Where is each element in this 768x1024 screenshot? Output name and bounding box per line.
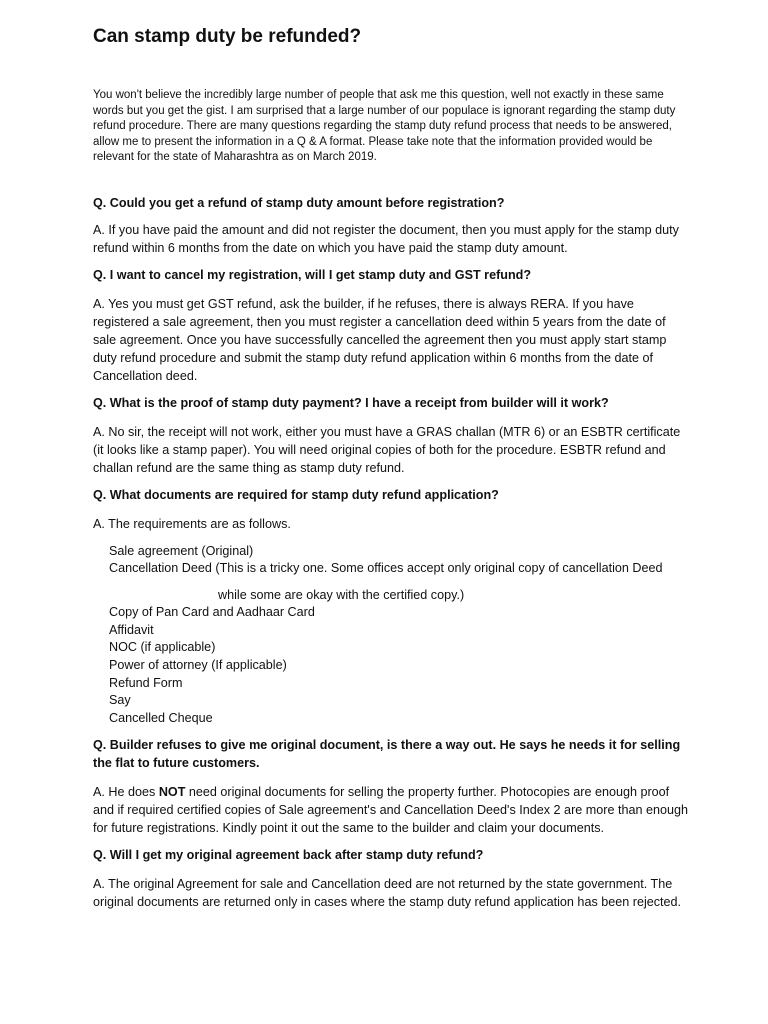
list-item: Copy of Pan Card and Aadhaar Card [109, 605, 315, 620]
answer-5-prefix: A. He does [93, 785, 159, 800]
answer-1: A. If you have paid the amount and did not register the document, then you must apply for the stamp duty refund within 6 months from the date on which you have paid the stamp duty amount. [93, 222, 679, 255]
answer-5-suffix: need original documents for selling the property further. Photocopies are enough proof and if required certified copies of Sale agreement's and Cancellation Deed's Index 2 are more than enough for future registrations. Kindly point it out the same to the builder and claim your documents. [93, 785, 688, 836]
list-item: NOC (if applicable) [109, 640, 216, 655]
question-4: Q. What documents are required for stamp duty refund application? [93, 487, 499, 502]
answer-5 [93, 783, 692, 837]
question-2: Q. I want to cancel my registration, will I get stamp duty and GST refund? [93, 267, 532, 282]
answer-5-emphasis: NOT [158, 785, 186, 800]
list-item: Affidavit [109, 622, 154, 637]
list-item-continuation: while some are okay with the certified copy.) [218, 587, 465, 602]
intro-paragraph: You won't believe the incredibly large number of people that ask me this question, well not exactly in these same words but you get the gist. I am surprised that a large number of our populace is ignorant regarding the stamp duty refund procedure. There are many questions regarding the stamp duty refund process that needs to be answered, allow me to present the information in a Q & A format. Please take note that the information provided would be relevant for the state of Maharashtra as on March 2019. [93, 89, 676, 163]
list-item: Cancellation Deed (This is a tricky one. Some offices accept only original copy of cancellation Deed [109, 561, 663, 576]
answer-2: A. Yes you must get GST refund, ask the builder, if he refuses, there is always RERA. If you have registered a sale agreement, then you must register a cancellation deed within 5 years from the date of sale agreement. Once you have successfully cancelled the agreement then you must apply start stamp duty refund procedure and submit the stamp duty refund application within 6 months from the date of Cancellation deed. [93, 296, 667, 383]
question-6: Q. Will I get my original agreement back after stamp duty refund? [93, 848, 484, 863]
page-title: Can stamp duty be refunded? [93, 26, 362, 47]
list-item: Power of attorney (If applicable) [109, 658, 287, 673]
answer-6: A. The original Agreement for sale and Cancellation deed are not returned by the state government. The original documents are returned only in cases where the stamp duty refund application has been rejected. [93, 877, 682, 910]
qa-section [93, 194, 692, 912]
answer-3: A. No sir, the receipt will not work, either you must have a GRAS challan (MTR 6) or an ESBTR certificate (it looks like a stamp paper). You will need original copies of both for the procedure. ESBTR refund and challan refund are the same thing as stamp duty refund. [93, 424, 681, 475]
list-item: Sale agreement (Original) [109, 543, 254, 558]
requirements-list [109, 543, 692, 728]
list-item: Refund Form [109, 675, 183, 690]
question-1: Q. Could you get a refund of stamp duty amount before registration? [93, 195, 505, 210]
list-item: Cancelled Cheque [109, 710, 213, 725]
list-item: Say [109, 693, 131, 708]
question-3: Q. What is the proof of stamp duty payment? I have a receipt from builder will it work? [93, 395, 609, 410]
question-5: Q. Builder refuses to give me original document, is there a way out. He says he needs it for selling the flat to future customers. [93, 738, 681, 771]
answer-4: A. The requirements are as follows. [93, 516, 291, 531]
